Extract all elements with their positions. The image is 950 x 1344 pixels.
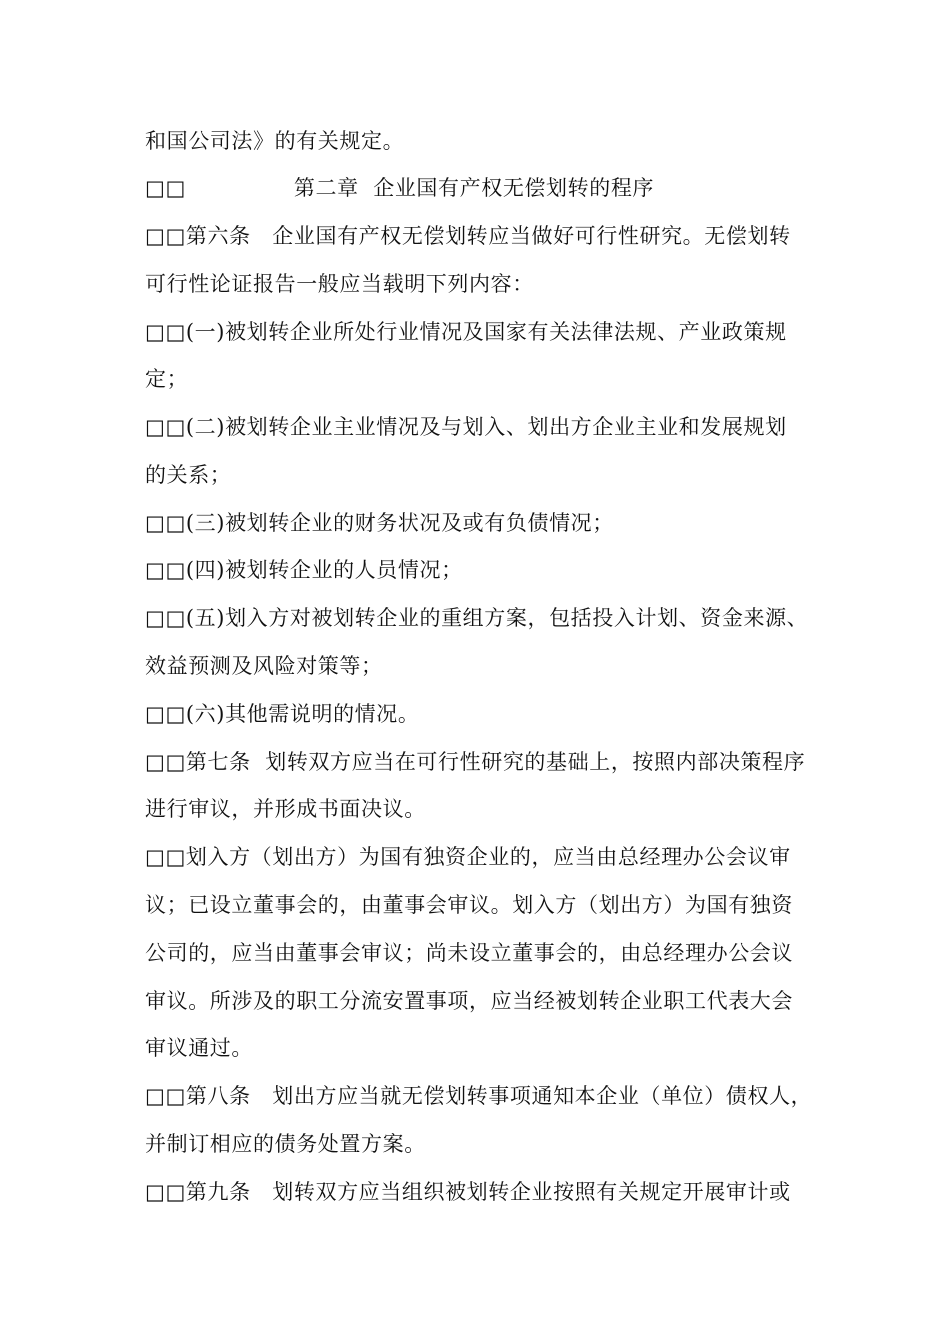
text-line: 效益预测及风险对策等；	[145, 654, 383, 678]
text-line: □□(二)被划转企业主业情况及与划入、划出方企业主业和发展规划	[145, 415, 787, 439]
text-line: □□(六)其他需说明的情况。	[145, 702, 420, 726]
text-line: □□第七条 划转双方应当在可行性研究的基础上，按照内部决策程序	[145, 750, 806, 774]
text-line: 审议。所涉及的职工分流安置事项，应当经被划转企业职工代表大会	[145, 989, 793, 1013]
text-line: 可行性论证报告一般应当载明下列内容：	[145, 272, 534, 296]
text-line: □□第六条 企业国有产权无偿划转应当做好可行性研究。无偿划转	[145, 224, 791, 248]
text-line: 的关系；	[145, 463, 232, 487]
text-line: 公司的，应当由董事会审议；尚未设立董事会的，由总经理办公会议	[145, 941, 793, 965]
text-line: □□(四)被划转企业的人员情况；	[145, 558, 463, 582]
chapter-heading: □□ 第二章 企业国有产权无偿划转的程序	[145, 176, 655, 200]
text-line: □□划入方（划出方）为国有独资企业的，应当由总经理办公会议审	[145, 845, 791, 869]
text-line: 议；已设立董事会的，由董事会审议。划入方（划出方）为国有独资	[145, 893, 793, 917]
text-line: 审议通过。	[145, 1036, 253, 1060]
text-line: □□(一)被划转企业所处行业情况及国家有关法律法规、产业政策规	[145, 320, 787, 344]
text-line: 和国公司法》的有关规定。	[145, 129, 405, 153]
text-line: 定；	[145, 367, 189, 391]
text-line: 并制订相应的债务处置方案。	[145, 1132, 426, 1156]
text-line: □□(五)划入方对被划转企业的重组方案，包括投入计划、资金来源、	[145, 606, 809, 630]
text-line: □□第八条 划出方应当就无偿划转事项通知本企业（单位）债权人，	[145, 1084, 813, 1108]
text-line: 进行审议，并形成书面决议。	[145, 797, 426, 821]
text-line: □□(三)被划转企业的财务状况及或有负债情况；	[145, 511, 614, 535]
text-line: □□第九条 划转双方应当组织被划转企业按照有关规定开展审计或	[145, 1180, 791, 1204]
